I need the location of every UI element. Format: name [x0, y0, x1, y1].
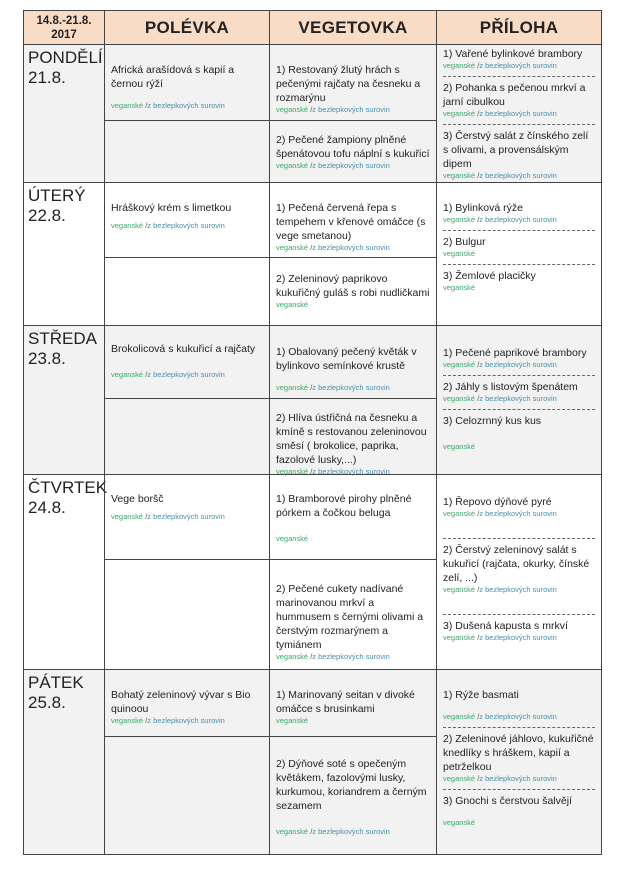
vegan-tag: veganské — [111, 370, 144, 379]
side-cell — [436, 326, 601, 477]
gluten-free-tag: z bezlepkových surovin — [479, 61, 557, 70]
soup-cell — [104, 183, 269, 325]
diet-tags: veganské /z bezlepkových surovin — [111, 101, 225, 110]
dish-text: 3) Celozrnný kus kus — [443, 415, 542, 427]
vegan-tag: veganské — [443, 283, 476, 292]
dish-text: 3) Dušená kapusta s mrkví — [443, 620, 568, 632]
gluten-free-tag: z bezlepkových surovin — [479, 360, 557, 369]
main-item — [270, 670, 436, 736]
vegan-tag: veganské — [443, 442, 476, 451]
dish-text: 1) Vařené bylinkové brambory — [443, 48, 583, 60]
dashed-divider — [443, 727, 595, 728]
dish-text: Vege boršč — [111, 493, 164, 505]
day-name: PONDĚLÍ — [28, 48, 103, 67]
main-column-header: VEGETOVKA — [269, 11, 436, 44]
dashed-divider — [443, 264, 595, 265]
side-item: 1) Vařené bylinkové brambory veganské /z bezlepkových surovin — [443, 47, 595, 71]
vegan-tag: veganské — [276, 467, 309, 476]
side-item — [443, 414, 595, 452]
dish-text: Bohatý zeleninový vývar s Bio quinoou — [111, 689, 251, 715]
table-header — [24, 11, 601, 44]
vegan-tag: veganské — [443, 215, 476, 224]
soup-item — [105, 45, 269, 120]
soup-empty — [105, 120, 269, 183]
main-item: 1) Pečená červená řepa s tempehem v křenové omáčce (s vege smetanou) veganské /z bezlepkových surovin — [270, 183, 436, 257]
soup-item: Brokolicová s kukuřicí a rajčaty veganské /z bezlepkových surovin — [105, 326, 269, 398]
soup-empty — [105, 736, 269, 854]
side-item: 1) Rýže basmati veganské /z bezlepkových surovin — [443, 688, 595, 722]
vegan-tag: veganské — [276, 716, 309, 725]
gluten-free-tag: z bezlepkových surovin — [312, 243, 390, 252]
day-label — [24, 45, 104, 183]
vegan-tag: veganské — [276, 534, 309, 543]
vegan-tag: veganské — [443, 171, 476, 180]
side-item: 1) Pečené paprikové brambory veganské /z bezlepkových surovin — [443, 346, 595, 370]
dish-text: 2) Zeleninové jáhlovo, kukuřičné knedlíky s hráškem, kapií a petrželkou — [443, 733, 594, 773]
day-date: 24.8. — [28, 498, 66, 517]
soup-empty — [105, 257, 269, 325]
dish-text: 1) Rýže basmati — [443, 689, 519, 701]
vegan-tag: veganské — [276, 243, 309, 252]
vegan-tag: veganské — [276, 827, 309, 836]
side-item — [443, 269, 595, 293]
vegan-tag: veganské — [443, 585, 476, 594]
soup-column-header: POLÉVKA — [104, 11, 269, 44]
gluten-free-tag: z bezlepkových surovin — [312, 105, 390, 114]
soup-cell — [104, 45, 269, 183]
side-column-header: PŘÍLOHA — [436, 11, 601, 44]
dish-text: 1) Restovaný žlutý hrách s pečenými rajčaty na česneku a rozmarýnu — [276, 64, 421, 104]
dish-text: Africká arašídová s kapií a černou rýží — [111, 64, 235, 90]
day-row-monday — [24, 44, 601, 182]
side-cell — [436, 183, 601, 325]
day-name: PÁTEK — [28, 673, 84, 692]
gluten-free-tag: z bezlepkových surovin — [312, 467, 390, 476]
vegan-tag: veganské — [276, 105, 309, 114]
dashed-divider — [443, 789, 595, 790]
dish-text: 2) Hlíva ústřičná na česneku a kmíně s restovanou zeleninovou směsí ( brokolice, paprika, fazolové lusky,...) — [276, 412, 427, 466]
vegan-tag: veganské — [443, 394, 476, 403]
vegan-tag: veganské — [111, 716, 144, 725]
soup-cell — [104, 326, 269, 477]
main-item: 2) Pečené cukety nadívané marinovanou mrkví a hummusem s černými olivami a čerstvým rozmarýnem a tymiánem veganské /z bezlepkových surovin — [270, 559, 436, 669]
vegan-tag: veganské — [443, 109, 476, 118]
gluten-free-tag: z bezlepkových surovin — [312, 383, 390, 392]
day-row-thursday — [24, 474, 601, 669]
vegan-tag: veganské — [443, 633, 476, 642]
soup-cell — [104, 670, 269, 854]
day-name: ÚTERÝ — [28, 186, 86, 205]
day-label — [24, 183, 104, 325]
main-item: 1) Restovaný žlutý hrách s pečenými rajčaty na česneku a rozmarýnu veganské /z bezlepkových surovin — [270, 45, 436, 120]
vegan-tag: veganské — [443, 774, 476, 783]
dish-text: Hráškový krém s limetkou — [111, 202, 232, 214]
main-cell — [269, 670, 436, 854]
gluten-free-tag: z bezlepkových surovin — [147, 101, 225, 110]
vegan-tag: veganské — [443, 818, 476, 827]
day-label — [24, 670, 104, 854]
vegan-tag: veganské — [443, 249, 476, 258]
dish-text: Brokolicová s kukuřicí a rajčaty — [111, 343, 256, 355]
dish-text: 1) Pečená červená řepa s tempehem v křenové omáčce (s vege smetanou) — [276, 202, 426, 242]
main-item: 2) Dýňové soté s opečeným květákem, fazolovými lusky, kurkumou, koriandrem a černým sezamem veganské /z bezlepkových surovin — [270, 736, 436, 854]
dashed-divider — [443, 375, 595, 376]
dish-text: 2) Zeleninový paprikovo kukuřičný guláš s robi nudličkami — [276, 273, 430, 299]
vegan-tag: veganské — [276, 383, 309, 392]
main-cell — [269, 475, 436, 669]
gluten-free-tag: z bezlepkových surovin — [479, 774, 557, 783]
main-item: 2) Hlíva ústřičná na česneku a kmíně s restovanou zeleninovou směsí ( brokolice, paprika, fazolové lusky,...) veganské /z bezlepkových surovin — [270, 398, 436, 477]
side-item — [443, 794, 595, 828]
soup-item: Vege boršč veganské /z bezlepkových surovin — [105, 475, 269, 559]
side-item: 3) Čerstvý salát z čínského zelí s olivami, a provensálským dipem veganské /z bezlepkových surovin — [443, 129, 595, 181]
side-cell — [436, 45, 601, 183]
side-item: 1) Řepovo dýňové pyré veganské /z bezlepkových surovin — [443, 495, 595, 519]
gluten-free-tag: z bezlepkových surovin — [479, 712, 557, 721]
day-date: 23.8. — [28, 349, 66, 368]
vegan-tag: veganské — [276, 652, 309, 661]
weekly-menu-table — [23, 10, 602, 855]
dish-text: 2) Pohanka s pečenou mrkví a jarní cibulkou — [443, 82, 586, 108]
side-item — [443, 235, 595, 259]
side-item: 1) Bylinková rýže veganské /z bezlepkových surovin — [443, 201, 595, 225]
dish-text: 1) Bramborové pirohy plněné pórkem a čočkou beluga — [276, 493, 412, 519]
gluten-free-tag: z bezlepkových surovin — [479, 633, 557, 642]
side-cell — [436, 670, 601, 854]
dish-text: 2) Jáhly s listovým špenátem — [443, 381, 578, 393]
vegan-tag: veganské — [443, 712, 476, 721]
gluten-free-tag: z bezlepkových surovin — [312, 161, 390, 170]
date-range-header: 14.8.-21.8. 2017 — [36, 14, 92, 41]
gluten-free-tag: z bezlepkových surovin — [312, 827, 390, 836]
side-item: 2) Jáhly s listovým špenátem veganské /z bezlepkových surovin — [443, 380, 595, 404]
dish-text: 2) Dýňové soté s opečeným květákem, fazolovými lusky, kurkumou, koriandrem a černým sezamem — [276, 758, 427, 812]
dashed-divider — [443, 76, 595, 77]
gluten-free-tag: z bezlepkových surovin — [147, 512, 225, 521]
gluten-free-tag: z bezlepkových surovin — [147, 221, 225, 230]
side-item: 2) Zeleninové jáhlovo, kukuřičné knedlíky s hráškem, kapií a petrželkou veganské /z bezlepkových surovin — [443, 733, 594, 783]
soup-item: Hráškový krém s limetkou veganské /z bezlepkových surovin — [105, 183, 269, 257]
day-date: 22.8. — [28, 206, 66, 225]
main-item: 2) Pečené žampiony plněné špenátovou tofu náplní s kukuřicí veganské /z bezlepkových surovin — [270, 120, 436, 183]
gluten-free-tag: z bezlepkových surovin — [479, 585, 557, 594]
dish-text: 3) Gnochi s čerstvou šalvějí — [443, 795, 572, 807]
vegan-tag: veganské — [111, 221, 144, 230]
main-cell — [269, 326, 436, 477]
soup-cell — [104, 475, 269, 669]
side-item: 2) Pohanka s pečenou mrkví a jarní cibulkou veganské /z bezlepkových surovin — [443, 81, 595, 119]
gluten-free-tag: z bezlepkových surovin — [479, 394, 557, 403]
dish-text: 2) Bulgur — [443, 236, 486, 248]
dish-text: 3) Žemlové placičky — [443, 270, 536, 282]
soup-item: Bohatý zeleninový vývar s Bio quinoou veganské /z bezlepkových surovin — [105, 670, 269, 736]
vegan-tag: veganské — [443, 509, 476, 518]
vegan-tag: veganské — [443, 360, 476, 369]
gluten-free-tag: z bezlepkových surovin — [147, 716, 225, 725]
dish-text: 3) Čerstvý salát z čínského zelí s olivami, a provensálským dipem — [443, 130, 589, 170]
dish-text: 1) Řepovo dýňové pyré — [443, 496, 552, 508]
vegan-tag: veganské — [276, 300, 309, 309]
dashed-divider — [443, 538, 595, 539]
main-item: 1) Obalovaný pečený květák v bylinkovo semínkové krustě veganské /z bezlepkových surovin — [270, 326, 436, 398]
dish-text: 1) Obalovaný pečený květák v bylinkovo semínkové krustě — [276, 346, 417, 372]
day-date: 25.8. — [28, 693, 66, 712]
dish-text: 1) Pečené paprikové brambory — [443, 347, 587, 359]
vegan-tag: veganské — [111, 512, 144, 521]
main-cell — [269, 45, 436, 183]
day-name: STŘEDA — [28, 329, 97, 348]
side-item: 2) Čerstvý zeleninový salát s kukuřicí (rajčata, okurky, čínské zelí, ...) veganské /z bezlepkových surovin — [443, 543, 595, 595]
gluten-free-tag: z bezlepkových surovin — [479, 109, 557, 118]
gluten-free-tag: z bezlepkových surovin — [312, 652, 390, 661]
gluten-free-tag: z bezlepkových surovin — [147, 370, 225, 379]
dish-text: 1) Marinovaný seitan v divoké omáčce s brusinkami — [276, 689, 415, 715]
side-item: 3) Dušená kapusta s mrkví veganské /z bezlepkových surovin — [443, 619, 595, 643]
day-row-tuesday — [24, 182, 601, 325]
main-item — [270, 475, 436, 559]
day-label — [24, 326, 104, 477]
dashed-divider — [443, 409, 595, 410]
soup-empty — [105, 398, 269, 477]
main-cell — [269, 183, 436, 325]
vegan-tag: veganské — [443, 61, 476, 70]
dashed-divider — [443, 124, 595, 125]
day-date: 21.8. — [28, 68, 66, 87]
dashed-divider — [443, 614, 595, 615]
day-name: ČTVRTEK — [28, 478, 108, 497]
vegan-tag: veganské — [276, 161, 309, 170]
dish-text: 2) Čerstvý zeleninový salát s kukuřicí (rajčata, okurky, čínské zelí, ...) — [443, 544, 590, 584]
gluten-free-tag: z bezlepkových surovin — [479, 509, 557, 518]
day-row-wednesday — [24, 325, 601, 474]
vegan-tag: veganské — [111, 101, 144, 110]
day-row-friday — [24, 669, 601, 854]
day-label — [24, 475, 108, 669]
soup-empty — [105, 559, 269, 669]
gluten-free-tag: z bezlepkových surovin — [479, 215, 557, 224]
dish-text: 2) Pečené žampiony plněné špenátovou tofu náplní s kukuřicí — [276, 134, 430, 160]
side-cell — [436, 475, 601, 669]
gluten-free-tag: z bezlepkových surovin — [479, 171, 557, 180]
main-item — [270, 257, 436, 325]
dashed-divider — [443, 230, 595, 231]
dish-text: 1) Bylinková rýže — [443, 202, 523, 214]
dish-text: 2) Pečené cukety nadívané marinovanou mrkví a hummusem s černými olivami a čerstvým rozmarýnem a tymiánem — [276, 583, 424, 651]
